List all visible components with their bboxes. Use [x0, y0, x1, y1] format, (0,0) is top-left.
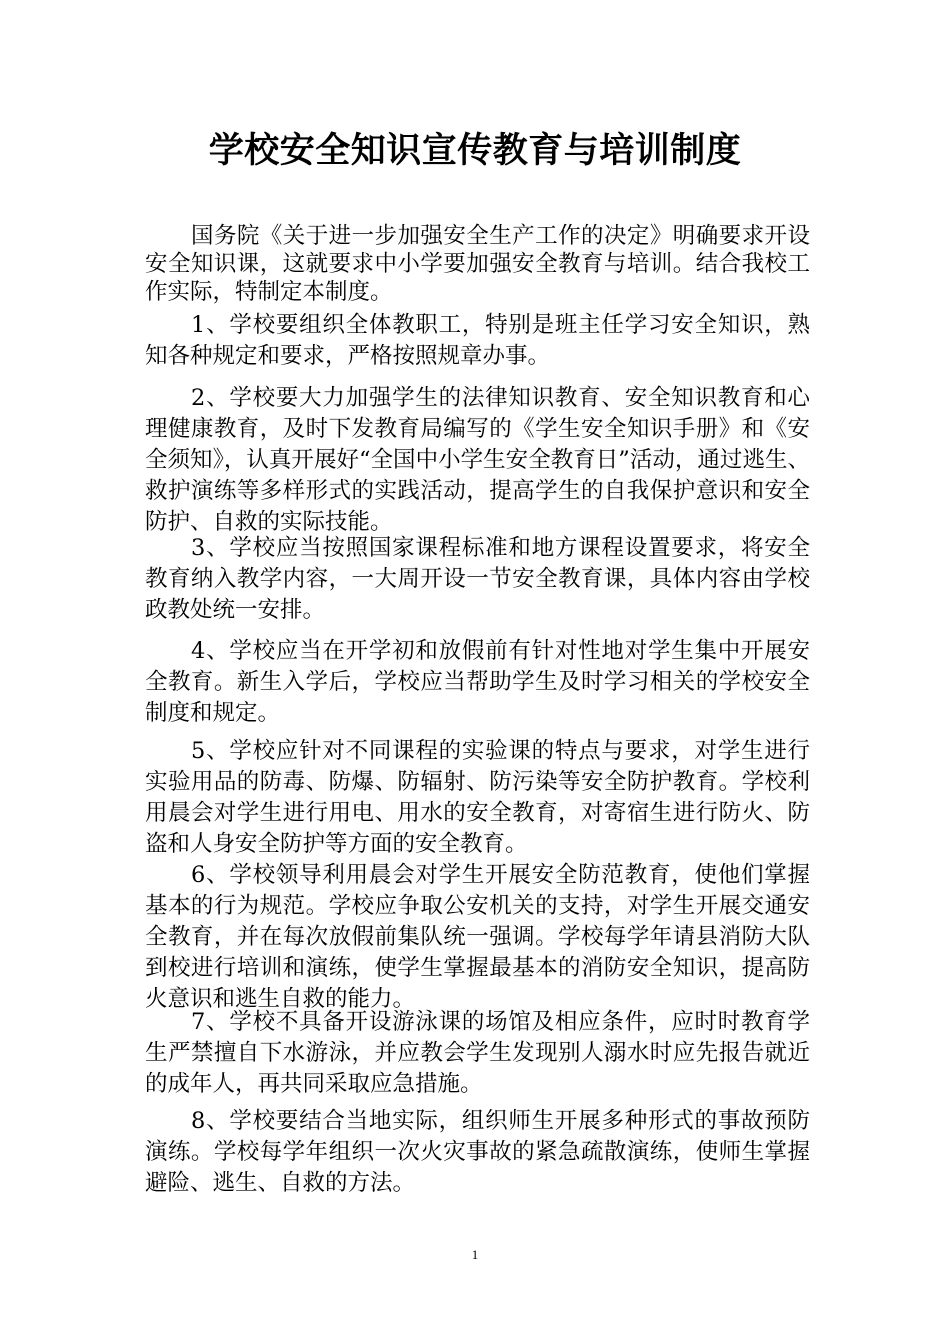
rule-paragraph-6: 6、学校领导利用晨会对学生开展安全防范教育，使他们掌握基本的行为规范。学校应争取公安机关的支持，对学生开展交通安全教育，并在每次放假前集队统一强调。学校每学年请县消防大队到校进行培训和演练，使学生掌握最基本的消防安全知识，提高防火意识和逃生自救的能力。 [145, 862, 810, 1012]
rule-paragraph-8: 8、学校要结合当地实际，组织师生开展多种形式的事故预防演练。学校每学年组织一次火灾事故的紧急疏散演练，使师生掌握避险、逃生、自救的方法。 [145, 1108, 810, 1196]
rule-paragraph-2: 2、学校要大力加强学生的法律知识教育、安全知识教育和心理健康教育，及时下发教育局编写的《学生安全知识手册》和《安全须知》，认真开展好“全国中小学生安全教育日”活动，通过逃生、救护演练等多样形式的实践活动，提高学生的自我保护意识和安全防护、自救的实际技能。 [145, 385, 810, 535]
rule-paragraph-7: 7、学校不具备开设游泳课的场馆及相应条件，应时时教育学生严禁擅自下水游泳，并应教会学生发现别人溺水时应先报告就近的成年人，再共同采取应急措施。 [145, 1009, 810, 1097]
rule-paragraph-1: 1、学校要组织全体教职工，特别是班主任学习安全知识，熟知各种规定和要求，严格按照规章办事。 [145, 312, 810, 369]
rule-paragraph-3: 3、学校应当按照国家课程标准和地方课程设置要求，将安全教育纳入教学内容，一大周开设一节安全教育课，具体内容由学校政教处统一安排。 [145, 535, 810, 623]
document-title: 学校安全知识宣传教育与培训制度 [208, 131, 742, 171]
intro-paragraph: 国务院《关于进一步加强安全生产工作的决定》明确要求开设安全知识课，这就要求中小学要加强安全教育与培训。结合我校工作实际，特制定本制度。 [145, 223, 810, 305]
rule-paragraph-4: 4、学校应当在开学初和放假前有针对性地对学生集中开展安全教育。新生入学后，学校应当帮助学生及时学习相关的学校安全制度和规定。 [145, 638, 810, 726]
page-number: 1 [471, 1247, 479, 1262]
rule-paragraph-5: 5、学校应针对不同课程的实验课的特点与要求，对学生进行实验用品的防毒、防爆、防辐射、防污染等安全防护教育。学校利用晨会对学生进行用电、用水的安全教育，对寄宿生进行防火、防盗和人身安全防护等方面的安全教育。 [145, 738, 810, 857]
